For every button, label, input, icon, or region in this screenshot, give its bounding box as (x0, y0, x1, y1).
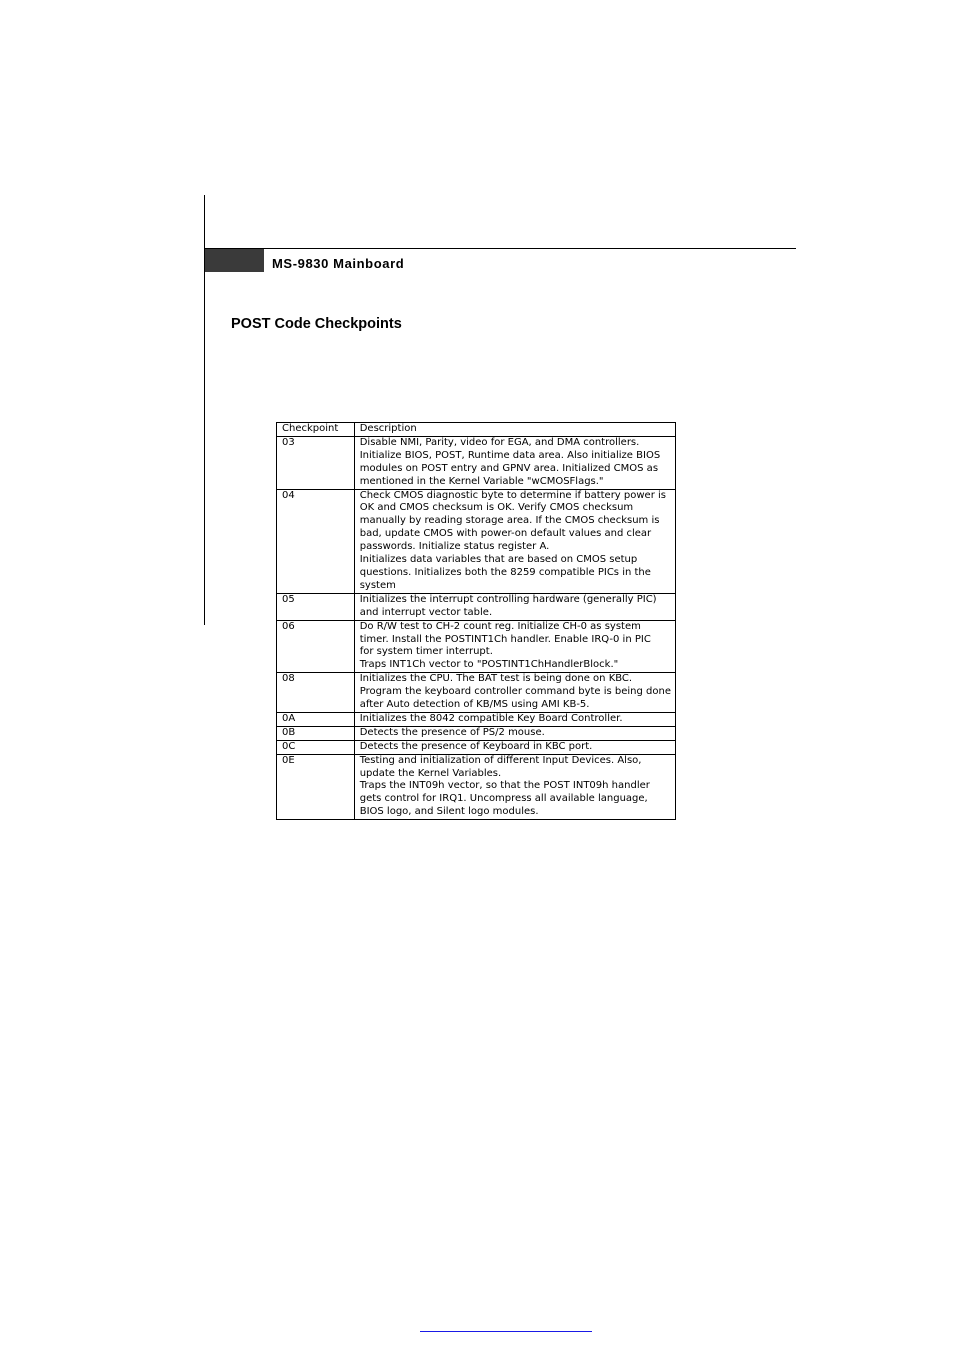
table-row (277, 726, 676, 740)
column-header-description: Description (354, 423, 675, 437)
description-line: Traps INT1Ch vector to "POSTINT1ChHandlerBlock." (359, 659, 619, 671)
description-line: timer. Install the POSTINT1Ch handler. Enable IRQ-0 in PIC (359, 633, 651, 645)
description-line: Traps the INT09h vector, so that the POST INT09h handler (359, 780, 650, 792)
checkpoint-description (354, 754, 675, 820)
description-line: mentioned in the Kernel Variable "wCMOSFlags." (359, 475, 604, 487)
table-row (277, 489, 676, 593)
checkpoint-code: 0C (277, 740, 355, 754)
description-line: Detects the presence of PS/2 mouse. (359, 726, 545, 738)
checkpoint-code: 04 (277, 489, 355, 593)
checkpoint-description (354, 593, 675, 620)
description-line: OK and CMOS checksum is OK. Verify CMOS checksum (359, 502, 634, 514)
table-row (277, 620, 676, 673)
checkpoint-code: 0E (277, 754, 355, 820)
description-line: after Auto detection of KB/MS using AMI KB-5. (359, 699, 590, 711)
description-line: Initializes the CPU. The BAT test is being done on KBC. (359, 673, 633, 685)
post-code-table (276, 422, 676, 820)
manual-header-title: MS-9830 Mainboard (272, 256, 405, 271)
checkpoint-description (354, 740, 675, 754)
table-body (277, 436, 676, 819)
checkpoint-description (354, 620, 675, 673)
table-row (277, 593, 676, 620)
section-title: POST Code Checkpoints (231, 316, 402, 332)
description-line: manually by reading storage area. If the CMOS checksum is (359, 515, 660, 527)
description-line: Initializes the interrupt controlling hardware (generally PIC) (359, 593, 657, 605)
table-header-row (277, 423, 676, 437)
checkpoint-code: 0A (277, 712, 355, 726)
table-row (277, 436, 676, 489)
description-line: Disable NMI, Parity, video for EGA, and DMA controllers. (359, 436, 640, 448)
description-line: gets control for IRQ1. Uncompress all available language, (359, 793, 648, 805)
description-line: Detects the presence of Keyboard in KBC port. (359, 740, 593, 752)
description-line: and interrupt vector table. (359, 606, 493, 618)
header-rule (204, 248, 796, 249)
footer-link-underline[interactable] (420, 1331, 592, 1332)
description-line: questions. Initializes both the 8259 compatible PICs in the (359, 566, 651, 578)
checkpoint-description (354, 436, 675, 489)
description-line: passwords. Initialize status register A. (359, 541, 550, 553)
description-line: Do R/W test to CH-2 count reg. Initialize CH-0 as system (359, 620, 641, 632)
description-line: Initialize BIOS, POST, Runtime data area. Also initialize BIOS (359, 449, 661, 461)
description-line: Initializes the 8042 compatible Key Board Controller. (359, 712, 623, 724)
description-line: Testing and initialization of different Input Devices. Also, (359, 754, 642, 766)
description-line: Initializes data variables that are based on CMOS setup (359, 554, 638, 566)
description-line: Check CMOS diagnostic byte to determine if battery power is (359, 489, 666, 501)
header-tab-block (205, 249, 264, 272)
description-line: modules on POST entry and GPNV area. Initialized CMOS as (359, 462, 659, 474)
checkpoint-code: 05 (277, 593, 355, 620)
checkpoint-code: 08 (277, 673, 355, 713)
table-row (277, 754, 676, 820)
checkpoint-description (354, 726, 675, 740)
checkpoint-description (354, 489, 675, 593)
description-line: system (359, 579, 396, 591)
column-header-checkpoint: Checkpoint (277, 423, 355, 437)
description-line: Program the keyboard controller command byte is being done (359, 686, 671, 698)
table-row (277, 673, 676, 713)
description-line: BIOS logo, and Silent logo modules. (359, 806, 539, 818)
checkpoint-code: 0B (277, 726, 355, 740)
checkpoint-description (354, 712, 675, 726)
table-row (277, 740, 676, 754)
table-row (277, 712, 676, 726)
checkpoint-code: 06 (277, 620, 355, 673)
description-line: update the Kernel Variables. (359, 767, 502, 779)
description-line: bad, update CMOS with power-on default values and clear (359, 528, 652, 540)
checkpoint-description (354, 673, 675, 713)
checkpoint-code: 03 (277, 436, 355, 489)
description-line: for system timer interrupt. (359, 646, 493, 658)
